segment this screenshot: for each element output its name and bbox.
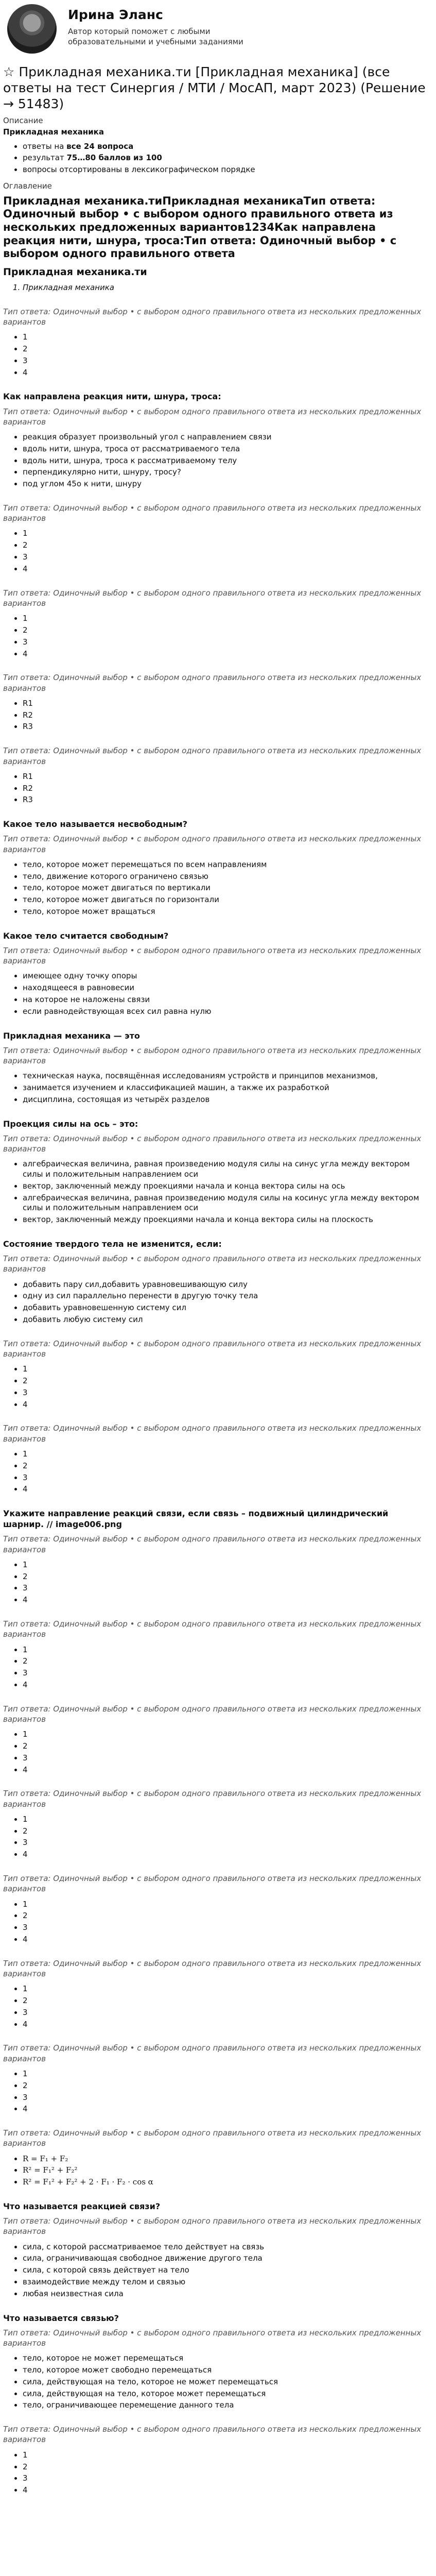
question-block (3, 2424, 429, 2496)
answer-option: • 3 (23, 1923, 429, 1933)
questions-list (3, 307, 429, 2496)
answer-option: • тело, ограничивающее перемещение данного тела (23, 2400, 429, 2411)
answer-option: • занимается изучением и классификацией машин, а также их разработкой (23, 1083, 429, 1093)
answer-option: • 1 (23, 1645, 429, 1655)
answer-options (3, 2069, 429, 2114)
answer-options (3, 1449, 429, 1495)
answer-type: Тип ответа: Одиночный выбор • с выбором одного правильного ответа из нескольких предложенных вариантов (3, 1704, 422, 1724)
answer-type: Тип ответа: Одиночный выбор • с выбором одного правильного ответа из нескольких предложенных вариантов (3, 503, 422, 523)
answer-option: • под углом 45о к нити, шнуру (23, 479, 429, 489)
answer-type: Тип ответа: Одиночный выбор • с выбором одного правильного ответа из нескольких предложенных вариантов (3, 834, 422, 854)
answer-option: • 3 (23, 2008, 429, 2018)
question-title: Что называется связью? (3, 2313, 119, 2323)
question-block (3, 1958, 429, 2030)
answer-option: • вдоль нити, шнура, троса к рассматриваемому телу (23, 456, 429, 466)
answer-option: • 1 (23, 1815, 429, 1825)
answer-option: • взаимодействие между телом и связью (23, 2277, 429, 2287)
answer-type: Тип ответа: Одиночный выбор • с выбором одного правильного ответа из нескольких предложенных вариантов (3, 406, 422, 427)
question-block (3, 1788, 429, 1860)
question-block (3, 819, 429, 917)
answer-option: • 2 (23, 540, 429, 551)
answer-option: • тело, которое может вращаться (23, 907, 429, 917)
author-description: Автор который поможет с любыми образовательными и учебными заданиями (68, 27, 243, 47)
answer-type: Тип ответа: Одиночный выбор • с выбором одного правильного ответа из нескольких предложенных вариантов (3, 2216, 422, 2236)
question-title: Укажите направление реакций связи, если связь – подвижный цилиндрический шарнир. // image006.png (3, 1509, 389, 1530)
answer-option: • имеющее одну точку опоры (23, 971, 429, 981)
answer-options (3, 1280, 429, 1325)
question-title: Состояние твердого тела не изменится, если: (3, 1239, 222, 1249)
answer-option: • реакция образует произвольный угол с направлением связи (23, 432, 429, 443)
answer-options (3, 2353, 429, 2411)
answer-type: Тип ответа: Одиночный выбор • с выбором одного правильного ответа из нескольких предложенных вариантов (3, 1874, 422, 1894)
answer-option: • вектор, заключенный между проекциями начала и конца вектора силы на ось (23, 1181, 429, 1192)
toc-title: Прикладная механика.тиПрикладная механикаТип ответа: Одиночный выбор • с выбором одного правильного ответа из нескольких предложенных вариантов1234Как направлена реакция нити, шнура, троса:Тип ответа: Одиночный выбор • с выбором одного правильного ответа (3, 194, 397, 260)
answer-option: • 4 (23, 564, 429, 574)
question-block (3, 391, 429, 489)
answer-options (3, 1900, 429, 1945)
answer-option: • R = F₁ + F₂ (23, 2154, 429, 2164)
answer-option: • тело, которое может перемещаться по всем направлениям (23, 860, 429, 870)
answer-option: • 3 (23, 1583, 429, 1594)
answer-option: • R3 (23, 795, 429, 805)
answer-option: • 4 (23, 649, 429, 659)
answer-option: • R² = F₁² + F₂² (23, 2165, 429, 2176)
answer-type: Тип ответа: Одиночный выбор • с выбором одного правильного ответа из нескольких предложенных вариантов (3, 1958, 422, 1978)
answer-option: • 4 (23, 2020, 429, 2030)
answer-options (3, 971, 429, 1016)
answer-option: • R1 (23, 699, 429, 709)
answer-options (3, 614, 429, 659)
answer-option: • 4 (23, 2104, 429, 2114)
description-label: Описание (3, 116, 43, 125)
answer-options (3, 1071, 429, 1105)
question-block (3, 1873, 429, 1945)
answer-option: • тело, которое может двигаться по вертикали (23, 883, 429, 893)
author-card (3, 0, 429, 61)
answer-option: • сила, с которой рассматриваемое тело действует на связь (23, 2242, 429, 2252)
question-block (3, 745, 429, 805)
question-block (3, 1508, 429, 1605)
answer-option: • R3 (23, 722, 429, 732)
answer-option: • сила, ограничивающая свободное движение другого тела (23, 2253, 429, 2264)
question-title: Проекция силы на ось – это: (3, 1118, 138, 1129)
answer-option: • добавить пару сил,добавить уравновешивающую силу (23, 1280, 429, 1290)
answer-type: Тип ответа: Одиночный выбор • с выбором одного правильного ответа из нескольких предложенных вариантов (3, 2043, 422, 2063)
question-block (3, 503, 429, 574)
question-block (3, 1239, 429, 1325)
answer-option: • 1 (23, 2450, 429, 2461)
answer-type: Тип ответа: Одиночный выбор • с выбором одного правильного ответа из нескольких предложенных вариантов (3, 2425, 422, 2445)
answer-type: Тип ответа: Одиночный выбор • с выбором одного правильного ответа из нескольких предложенных вариантов (3, 588, 422, 608)
answer-option: • 1 (23, 614, 429, 624)
answer-options (3, 2242, 429, 2299)
section-title: Прикладная механика.ти (3, 266, 147, 278)
answer-option: • 1 (23, 529, 429, 539)
answer-option: • 3 (23, 356, 429, 366)
answer-option: • 2 (23, 625, 429, 636)
answer-option: • 3 (23, 1388, 429, 1398)
answer-option: • 2 (23, 1741, 429, 1752)
answer-option: • 4 (23, 1680, 429, 1690)
answer-type: Тип ответа: Одиночный выбор • с выбором одного правильного ответа из нескольких предложенных вариантов (3, 1254, 422, 1274)
answer-option: • R2 (23, 784, 429, 794)
question-block (3, 1118, 429, 1225)
answer-options (3, 529, 429, 574)
question-block (3, 588, 429, 659)
answer-option: • 3 (23, 637, 429, 648)
answer-type: Тип ответа: Одиночный выбор • с выбором одного правильного ответа из нескольких предложенных вариантов (3, 307, 422, 327)
question-title: Как направлена реакция нити, шнура, троса: (3, 392, 221, 402)
answer-options (3, 1159, 429, 1225)
answer-option: • любая неизвестная сила (23, 2289, 429, 2299)
answer-options (3, 2450, 429, 2496)
answer-option: • 1 (23, 2069, 429, 2079)
question-block (3, 1338, 429, 1410)
answer-option: • тело, которое не может перемещаться (23, 2353, 429, 2364)
question-block (3, 1704, 429, 1775)
answer-type: Тип ответа: Одиночный выбор • с выбором одного правильного ответа из нескольких предложенных вариантов (3, 2328, 422, 2348)
answer-options (3, 332, 429, 378)
answer-type: Тип ответа: Одиночный выбор • с выбором одного правильного ответа из нескольких предложенных вариантов (3, 2128, 422, 2148)
question-title: Прикладная механика — это (3, 1030, 140, 1041)
answer-options (3, 1815, 429, 1860)
answer-option: • 4 (23, 368, 429, 378)
answer-option: • 2 (23, 1572, 429, 1582)
answer-type: Тип ответа: Одиночный выбор • с выбором одного правильного ответа из нескольких предложенных вариантов (3, 1619, 422, 1639)
answer-option: • 3 (23, 1753, 429, 1764)
answer-option: • 1 (23, 1364, 429, 1375)
answer-option: • 3 (23, 1838, 429, 1848)
answer-option: • если равнодействующая всех сил равна нулю (23, 1007, 429, 1017)
answer-option: • алгебраическая величина, равная произведению модуля силы на косинус угла между вектором силы и положительным направлением оси (23, 1193, 429, 1214)
question-block (3, 1030, 429, 1105)
answer-option: • алгебраическая величина, равная произведению модуля силы на синус угла между вектором силы и положительным направлением оси (23, 1159, 429, 1180)
answer-type: Тип ответа: Одиночный выбор • с выбором одного правильного ответа из нескольких предложенных вариантов (3, 746, 422, 766)
answer-option: • добавить любую систему сил (23, 1315, 429, 1325)
question-block (3, 2128, 429, 2188)
answer-options (3, 432, 429, 489)
answer-options (3, 860, 429, 917)
answer-options (3, 1645, 429, 1690)
answer-type: Тип ответа: Одиночный выбор • с выбором одного правильного ответа из нескольких предложенных вариантов (3, 1423, 422, 1444)
author-name: Ирина Эланс (68, 7, 163, 22)
answer-option: • 2 (23, 1656, 429, 1667)
answer-option: • на которое не наложены связи (23, 995, 429, 1005)
question-block (3, 1423, 429, 1495)
question-block (3, 2201, 429, 2299)
answer-option: • добавить уравновешенную систему сил (23, 1303, 429, 1313)
answer-option: • 3 (23, 1668, 429, 1679)
answer-option: • 3 (23, 552, 429, 563)
question-title: Какое тело называется несвободным? (3, 819, 188, 829)
answer-option: • 1 (23, 1560, 429, 1570)
summary-list (3, 142, 429, 175)
answer-option: • перпендикулярно нити, шнуру, тросу? (23, 467, 429, 478)
answer-type: Тип ответа: Одиночный выбор • с выбором одного правильного ответа из нескольких предложенных вариантов (3, 945, 422, 966)
answer-option: • 1 (23, 1984, 429, 1994)
answer-option: • 4 (23, 1850, 429, 1860)
answer-option: • находящееся в равновесии (23, 983, 429, 993)
answer-option: • 4 (23, 1935, 429, 1945)
subject-title: Прикладная механика (3, 127, 104, 137)
answer-option: • 4 (23, 2485, 429, 2496)
question-title: Какое тело считается свободным? (3, 930, 169, 941)
answer-option: • 3 (23, 2473, 429, 2484)
answer-options (3, 1364, 429, 1410)
answer-option: • тело, которое может двигаться по горизонтали (23, 895, 429, 905)
summary-item-questions: • ответы на все 24 вопроса (23, 142, 429, 152)
answer-option: • вектор, заключенный между проекциями начала и конца вектора силы на плоскость (23, 1215, 429, 1225)
answer-option: • 4 (23, 1765, 429, 1775)
answer-option: • 2 (23, 1376, 429, 1386)
answer-option: • тело, которое может свободно перемещаться (23, 2365, 429, 2376)
answer-option: • сила, действующая на тело, которое не может перемещаться (23, 2377, 429, 2387)
toc-list (3, 283, 429, 293)
answer-option: • 4 (23, 1484, 429, 1495)
answer-type: Тип ответа: Одиночный выбор • с выбором одного правильного ответа из нескольких предложенных вариантов (3, 1133, 422, 1154)
summary-item-sorting: • вопросы отсортированы в лексикографическом порядке (23, 165, 429, 175)
answer-option: • 2 (23, 1461, 429, 1471)
answer-options (3, 772, 429, 805)
answer-option: • дисциплина, состоящая из четырёх разделов (23, 1095, 429, 1105)
answer-option: • 2 (23, 1996, 429, 2006)
answer-option: • техническая наука, посвящённая исследованиям устройств и принципов механизмов, (23, 1071, 429, 1081)
answer-type: Тип ответа: Одиночный выбор • с выбором одного правильного ответа из нескольких предложенных вариантов (3, 1789, 422, 1809)
answer-option: • 2 (23, 344, 429, 354)
answer-option: • 3 (23, 1473, 429, 1483)
question-block (3, 672, 429, 732)
answer-options (3, 1560, 429, 1605)
answer-option: • тело, движение которого ограничено связью (23, 872, 429, 882)
question-block (3, 1619, 429, 1690)
answer-option: • 1 (23, 1730, 429, 1740)
toc-item[interactable]: 1. Прикладная механика (23, 283, 429, 293)
question-title: Что называется реакцией связи? (3, 2201, 161, 2212)
answer-type: Тип ответа: Одиночный выбор • с выбором одного правильного ответа из нескольких предложенных вариантов (3, 673, 422, 693)
answer-option: • R² = F₁² + F₂² + 2 · F₁ · F₂ · cos α (23, 2177, 429, 2188)
answer-option: • 4 (23, 1595, 429, 1605)
author-info (68, 4, 264, 47)
answer-option: • сила, с которой связь действует на тело (23, 2265, 429, 2276)
answer-type: Тип ответа: Одиночный выбор • с выбором одного правильного ответа из нескольких предложенных вариантов (3, 1534, 422, 1554)
answer-type: Тип ответа: Одиночный выбор • с выбором одного правильного ответа из нескольких предложенных вариантов (3, 1045, 422, 1065)
answer-option: • 3 (23, 2093, 429, 2103)
answer-options (3, 1730, 429, 1775)
answer-option: • 2 (23, 2462, 429, 2472)
question-block (3, 2313, 429, 2411)
question-block (3, 2043, 429, 2114)
answer-options (3, 699, 429, 732)
answer-option: • 1 (23, 1449, 429, 1460)
answer-options (3, 2154, 429, 2188)
answer-option: • 2 (23, 2081, 429, 2091)
answer-option: • R1 (23, 772, 429, 782)
answer-options (3, 1984, 429, 2029)
answer-type: Тип ответа: Одиночный выбор • с выбором одного правильного ответа из нескольких предложенных вариантов (3, 1338, 422, 1359)
answer-option: • вдоль нити, шнура, троса от рассматриваемого тела (23, 444, 429, 454)
page-title: ☆ Прикладная механика.ти [Прикладная механика] (все ответы на тест Синергия / МТИ / МосАП, март 2023) (Решение → 51483) (3, 64, 426, 111)
toc-label: Оглавление (3, 181, 52, 191)
answer-option: • 4 (23, 1400, 429, 1410)
answer-option: • сила, действующая на тело, которое может перемещаться (23, 2389, 429, 2399)
answer-option: • 2 (23, 1911, 429, 1921)
answer-option: • 1 (23, 1900, 429, 1910)
question-block (3, 307, 429, 378)
question-block (3, 930, 429, 1017)
answer-option: • 1 (23, 332, 429, 343)
avatar (7, 4, 57, 54)
summary-item-score: • результат 75…80 баллов из 100 (23, 153, 429, 163)
answer-option: • 2 (23, 1826, 429, 1837)
answer-option: • одну из сил параллельно перенести в другую точку тела (23, 1291, 429, 1301)
answer-option: • R2 (23, 710, 429, 721)
